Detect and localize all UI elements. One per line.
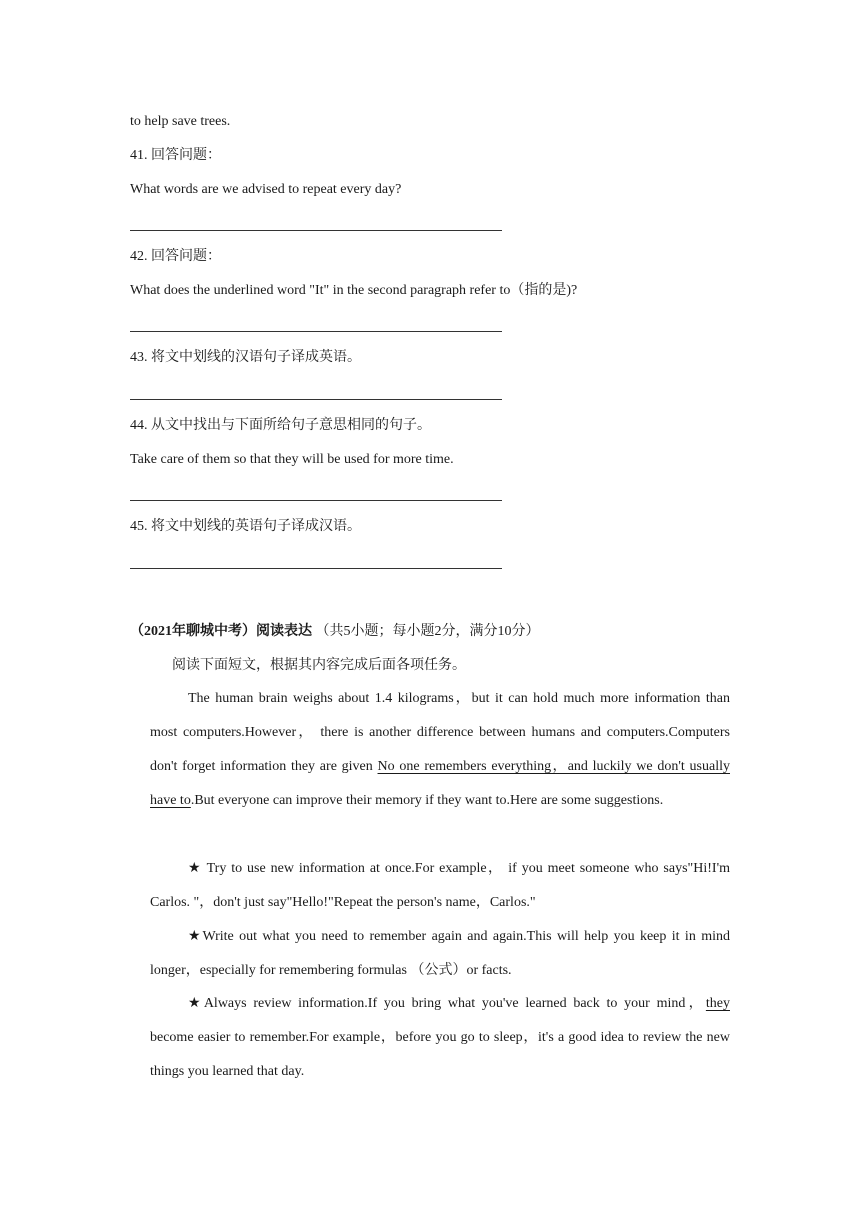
answer-line-44[interactable] [130,500,502,501]
star-icon: ★ [188,995,204,1011]
answer-line-43[interactable] [130,399,502,400]
question-44 [130,416,431,436]
question-prompt: 将文中划线的英语句子译成汉语。 [151,519,361,534]
question-prompt: 回答问题： [151,148,221,163]
question-number: 45. [130,519,148,534]
question-prompt: 从文中找出与下面所给句子意思相同的句子。 [151,418,431,433]
passage-text: become easier to remember.For example，before you go to sleep，it's a good idea to review the new things you learned that day. [150,1030,730,1079]
underlined-word: they [705,996,730,1011]
question-prompt: 回答问题： [151,249,221,264]
answer-line-45[interactable] [130,568,502,569]
question-42-detail: What does the underlined word "It" in the second paragraph refer to（指的是)? [130,283,578,298]
section-instruction: 阅读下面短文，根据其内容完成后面各项任务。 [172,658,466,673]
question-number: 41. [130,148,148,163]
passage-paragraph-3 [150,919,730,988]
passage-text: Write out what you need to remember again and again.This will help you keep it in mind longer，especially for remembering formulas （公式）or facts. [150,929,730,978]
question-number: 43. [130,350,148,365]
underlined-english-sentence: No one remembers everything，and luckily we don't usually have to [150,759,730,808]
question-number: 42. [130,249,148,264]
previous-passage-tail: to help save trees. [130,114,231,129]
passage-paragraph-2 [150,851,730,920]
section-subtitle: （共5小题；每小题2分，满分10分） [315,624,540,639]
question-41-detail: What words are we advised to repeat every day? [130,182,402,197]
passage-paragraph-1 [150,682,730,818]
passage-text: Always review information.If you bring what you've learned back to your mind， [203,996,706,1011]
passage-text: Try to use new information at once.For example， if you meet someone who says"Hi!I'm Carlos. "，don't just say"Hello!"Repeat the person's name，Carlos." [150,861,730,910]
section-header [130,622,540,642]
question-prompt: 将文中划线的汉语句子译成英语。 [151,350,361,365]
passage-text: .But everyone can improve their memory if they want to.Here are some suggestions. [190,793,664,808]
answer-line-42[interactable] [130,331,502,332]
star-icon: ★ [188,860,202,876]
question-42 [130,247,221,267]
section-title: （2021年聊城中考）阅读表达 [130,624,312,639]
star-icon: ★ [188,928,203,944]
question-44-detail: Take care of them so that they will be used for more time. [130,452,454,467]
question-45 [130,517,361,537]
passage-text: The human brain weighs about 1.4 kilograms，but it can hold much more information than most computers.However， there is another difference between humans and computers.Computers don't forget information they are given [150,691,730,774]
question-41 [130,146,221,166]
answer-line-41[interactable] [130,230,502,231]
passage-paragraph-4 [150,986,730,1089]
question-number: 44. [130,418,148,433]
question-43 [130,348,361,368]
